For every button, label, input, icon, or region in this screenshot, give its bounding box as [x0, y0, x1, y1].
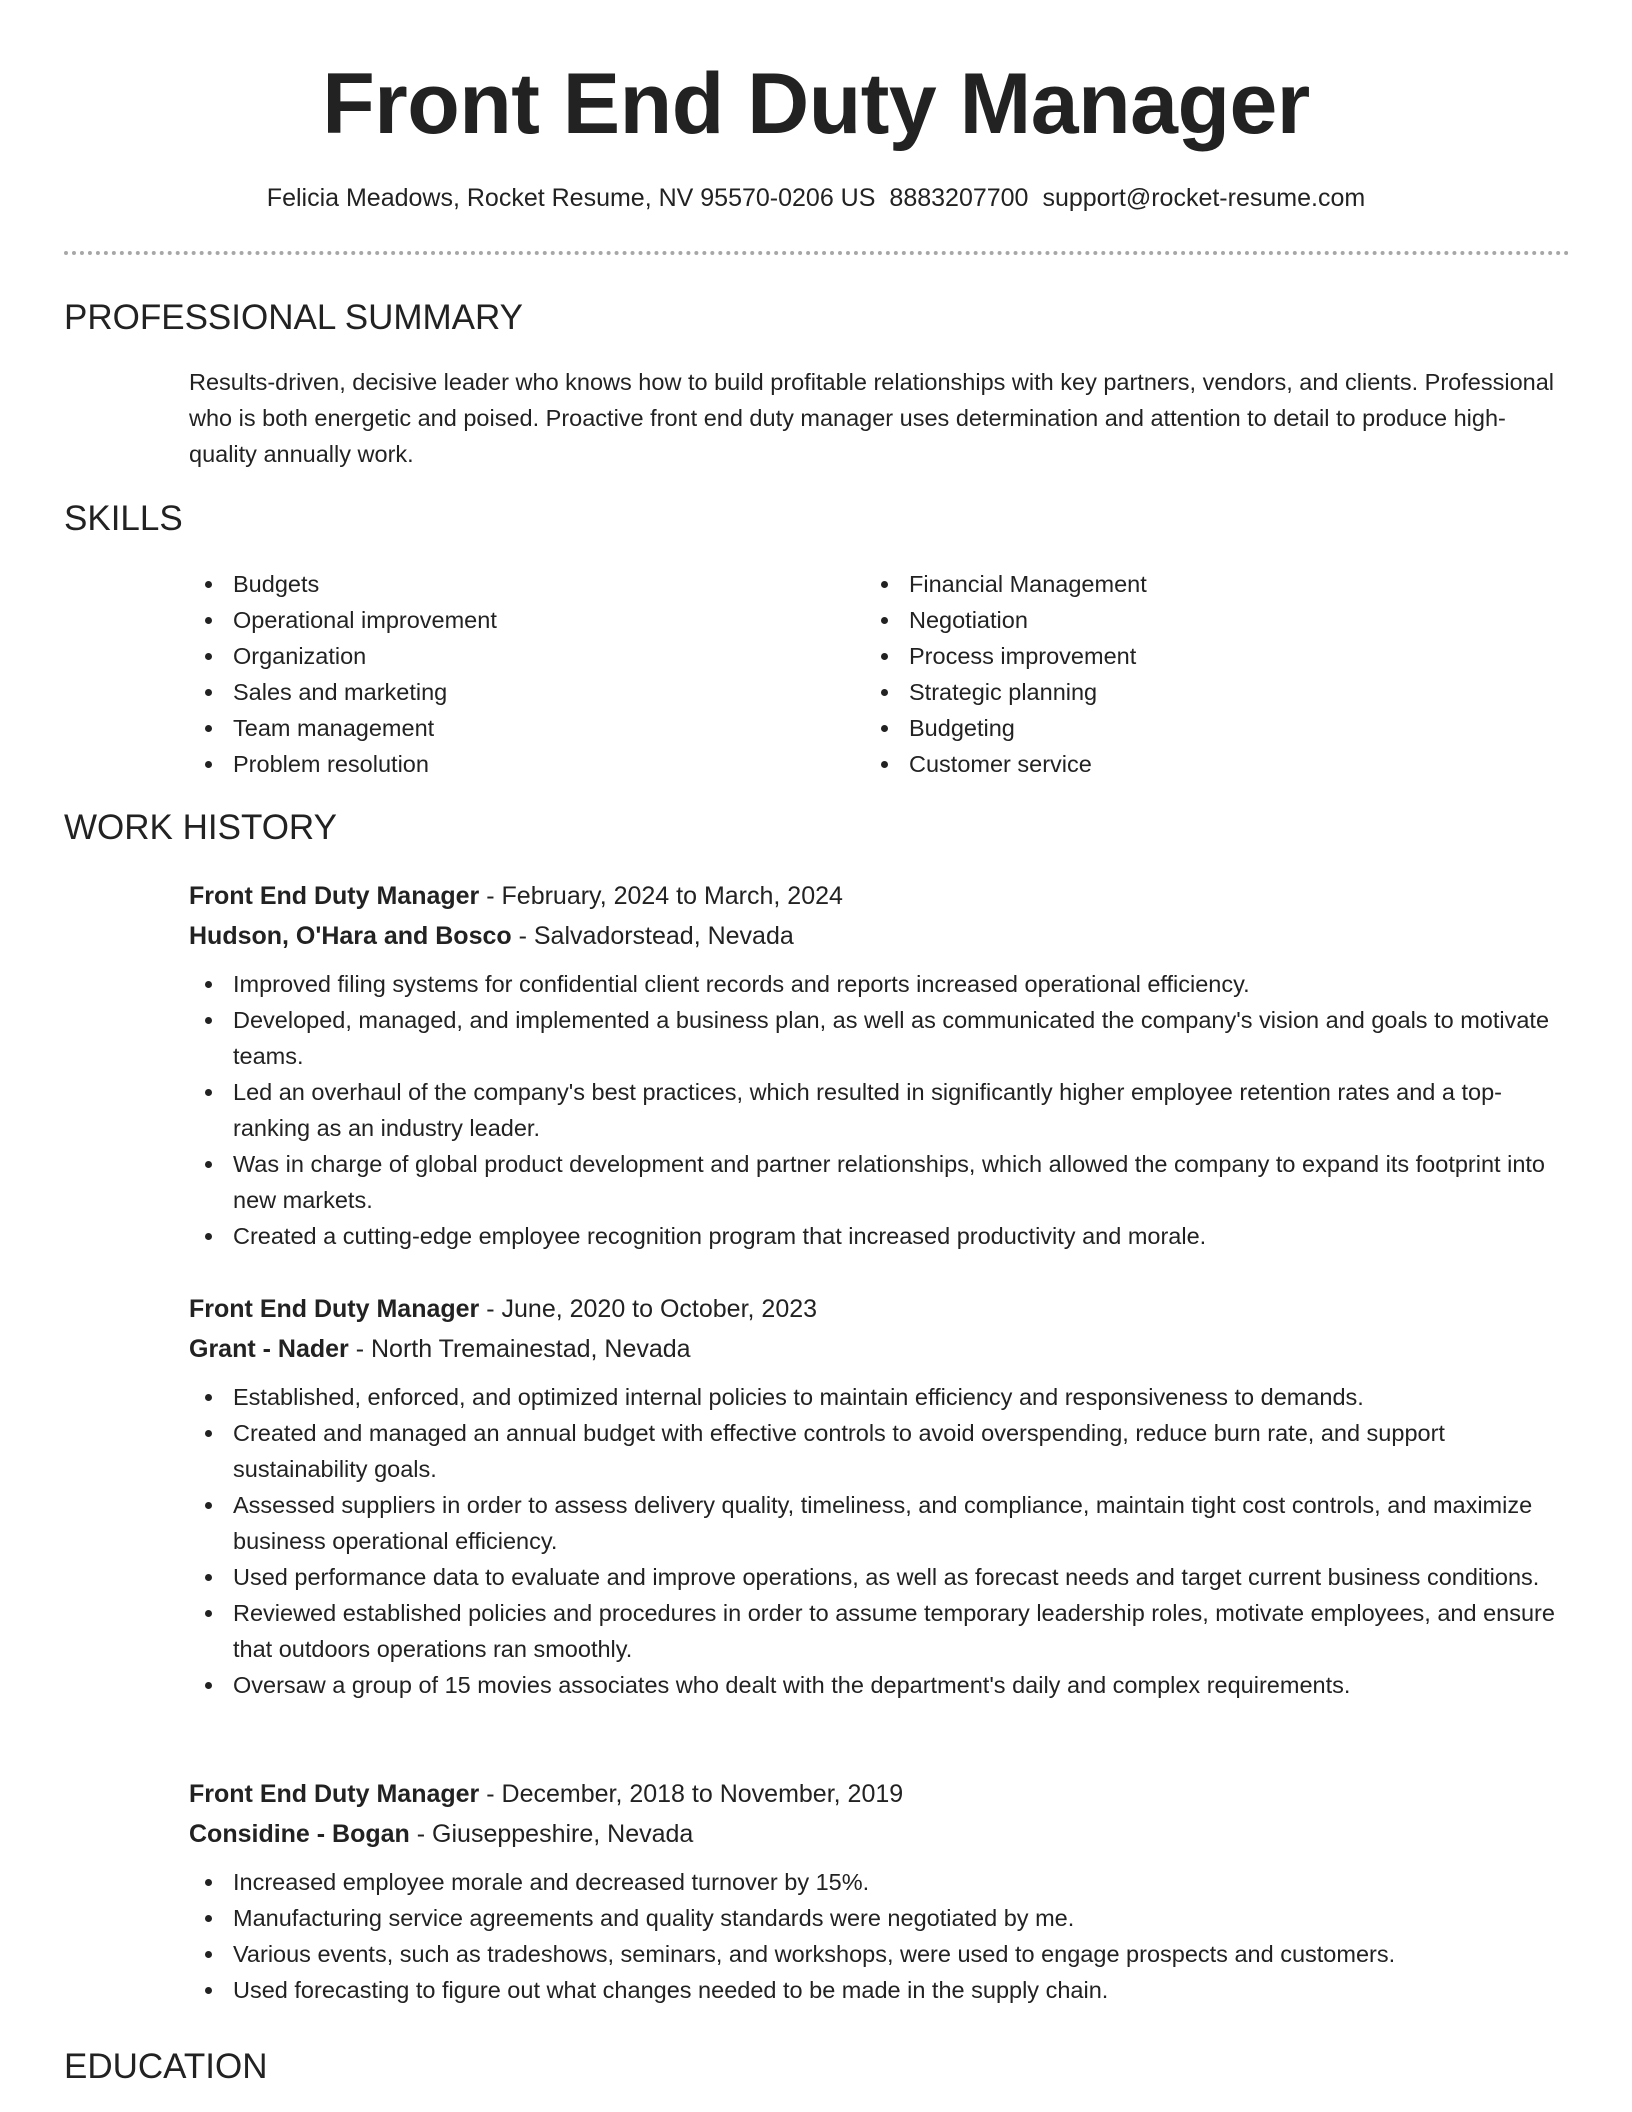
- header-divider: [64, 251, 1570, 255]
- job-bullet: Developed, managed, and implemented a business plan, as well as communicated the company's vision and goals to motivate teams.: [189, 1002, 1574, 1074]
- job-company-line: [189, 916, 794, 956]
- job-dates: - February, 2024 to March, 2024: [479, 882, 843, 910]
- job-bullet: Used forecasting to figure out what changes needed to be made in the supply chain.: [189, 1972, 1574, 2008]
- job-bullet: Used performance data to evaluate and improve operations, as well as forecast needs and target current business conditions.: [189, 1559, 1574, 1595]
- job-bullet: Led an overhaul of the company's best practices, which resulted in significantly higher employee retention rates and a top-ranking as an industry leader.: [189, 1074, 1574, 1146]
- skill-item: Negotiation: [865, 602, 1147, 638]
- job-bullet: Oversaw a group of 15 movies associates who dealt with the department's daily and complex requirements.: [189, 1667, 1574, 1703]
- job-bullet: Various events, such as tradeshows, seminars, and workshops, were used to engage prospects and customers.: [189, 1936, 1574, 1972]
- job-bullets: [189, 1864, 1574, 2008]
- job-role: Front End Duty Manager: [189, 882, 480, 910]
- job-location: - Giuseppeshire, Nevada: [409, 1820, 694, 1848]
- job-location: - North Tremainestad, Nevada: [348, 1335, 691, 1363]
- contact-address: Felicia Meadows, Rocket Resume, NV 95570-0206 US: [266, 184, 876, 212]
- skill-item: Strategic planning: [865, 674, 1147, 710]
- contact-email: support@rocket-resume.com: [1042, 184, 1366, 212]
- skill-item: Sales and marketing: [189, 674, 497, 710]
- job-company: Considine - Bogan: [189, 1820, 410, 1848]
- job-role: Front End Duty Manager: [189, 1295, 480, 1323]
- summary-text: Results-driven, decisive leader who knows how to build profitable relationships with key partners, vendors, and clients. Professional who is both energetic and poised. Proactive front end duty manager uses determination and attention to detail to produce high-quality annually work.: [189, 369, 1554, 467]
- skill-item: Customer service: [865, 746, 1147, 782]
- job-location: - Salvadorstead, Nevada: [511, 922, 794, 950]
- resume-name: Front End Duty Manager: [322, 56, 1310, 152]
- job-title-line: [189, 1289, 817, 1329]
- section-title-education: EDUCATION: [64, 2047, 268, 2086]
- job-bullet: Created a cutting-edge employee recognition program that increased productivity and morale.: [189, 1218, 1574, 1254]
- job-bullet: Created and managed an annual budget with effective controls to avoid overspending, reduce burn rate, and support sustainability goals.: [189, 1415, 1574, 1487]
- job-company-line: [189, 1814, 693, 1854]
- skill-item: Budgeting: [865, 710, 1147, 746]
- contact-phone: 8883207700: [889, 184, 1029, 212]
- job-title-line: [189, 876, 843, 916]
- job-bullet: Assessed suppliers in order to assess delivery quality, timeliness, and compliance, maintain tight cost controls, and maximize business operational efficiency.: [189, 1487, 1574, 1559]
- section-title-summary: PROFESSIONAL SUMMARY: [64, 298, 523, 337]
- job-bullet: Improved filing systems for confidential client records and reports increased operational efficiency.: [189, 966, 1574, 1002]
- contact-line: [0, 180, 1632, 216]
- skill-item: Operational improvement: [189, 602, 497, 638]
- job-company-line: [189, 1329, 691, 1369]
- job-company: Grant - Nader: [189, 1335, 349, 1363]
- section-title-work-history: WORK HISTORY: [64, 808, 337, 847]
- job-role: Front End Duty Manager: [189, 1780, 480, 1808]
- job-bullets: [189, 966, 1574, 1254]
- job-bullet: Was in charge of global product development and partner relationships, which allowed the company to expand its footprint into new markets.: [189, 1146, 1574, 1218]
- skills-list-right: [865, 566, 1147, 782]
- job-bullet: Established, enforced, and optimized internal policies to maintain efficiency and responsiveness to demands.: [189, 1379, 1574, 1415]
- skill-item: Team management: [189, 710, 497, 746]
- job-dates: - June, 2020 to October, 2023: [479, 1295, 818, 1323]
- job-company: Hudson, O'Hara and Bosco: [189, 922, 512, 950]
- skill-item: Organization: [189, 638, 497, 674]
- job-bullet: Reviewed established policies and procedures in order to assume temporary leadership roles, motivate employees, and ensure that outdoors operations ran smoothly.: [189, 1595, 1574, 1667]
- section-title-skills: SKILLS: [64, 499, 183, 538]
- job-title-line: [189, 1774, 903, 1814]
- skill-item: Financial Management: [865, 566, 1147, 602]
- skill-item: Budgets: [189, 566, 497, 602]
- skills-list-left: [189, 566, 497, 782]
- job-bullet: Increased employee morale and decreased turnover by 15%.: [189, 1864, 1574, 1900]
- skill-item: Problem resolution: [189, 746, 497, 782]
- job-dates: - December, 2018 to November, 2019: [479, 1780, 904, 1808]
- skill-item: Process improvement: [865, 638, 1147, 674]
- job-bullet: Manufacturing service agreements and quality standards were negotiated by me.: [189, 1900, 1574, 1936]
- job-bullets: [189, 1379, 1574, 1703]
